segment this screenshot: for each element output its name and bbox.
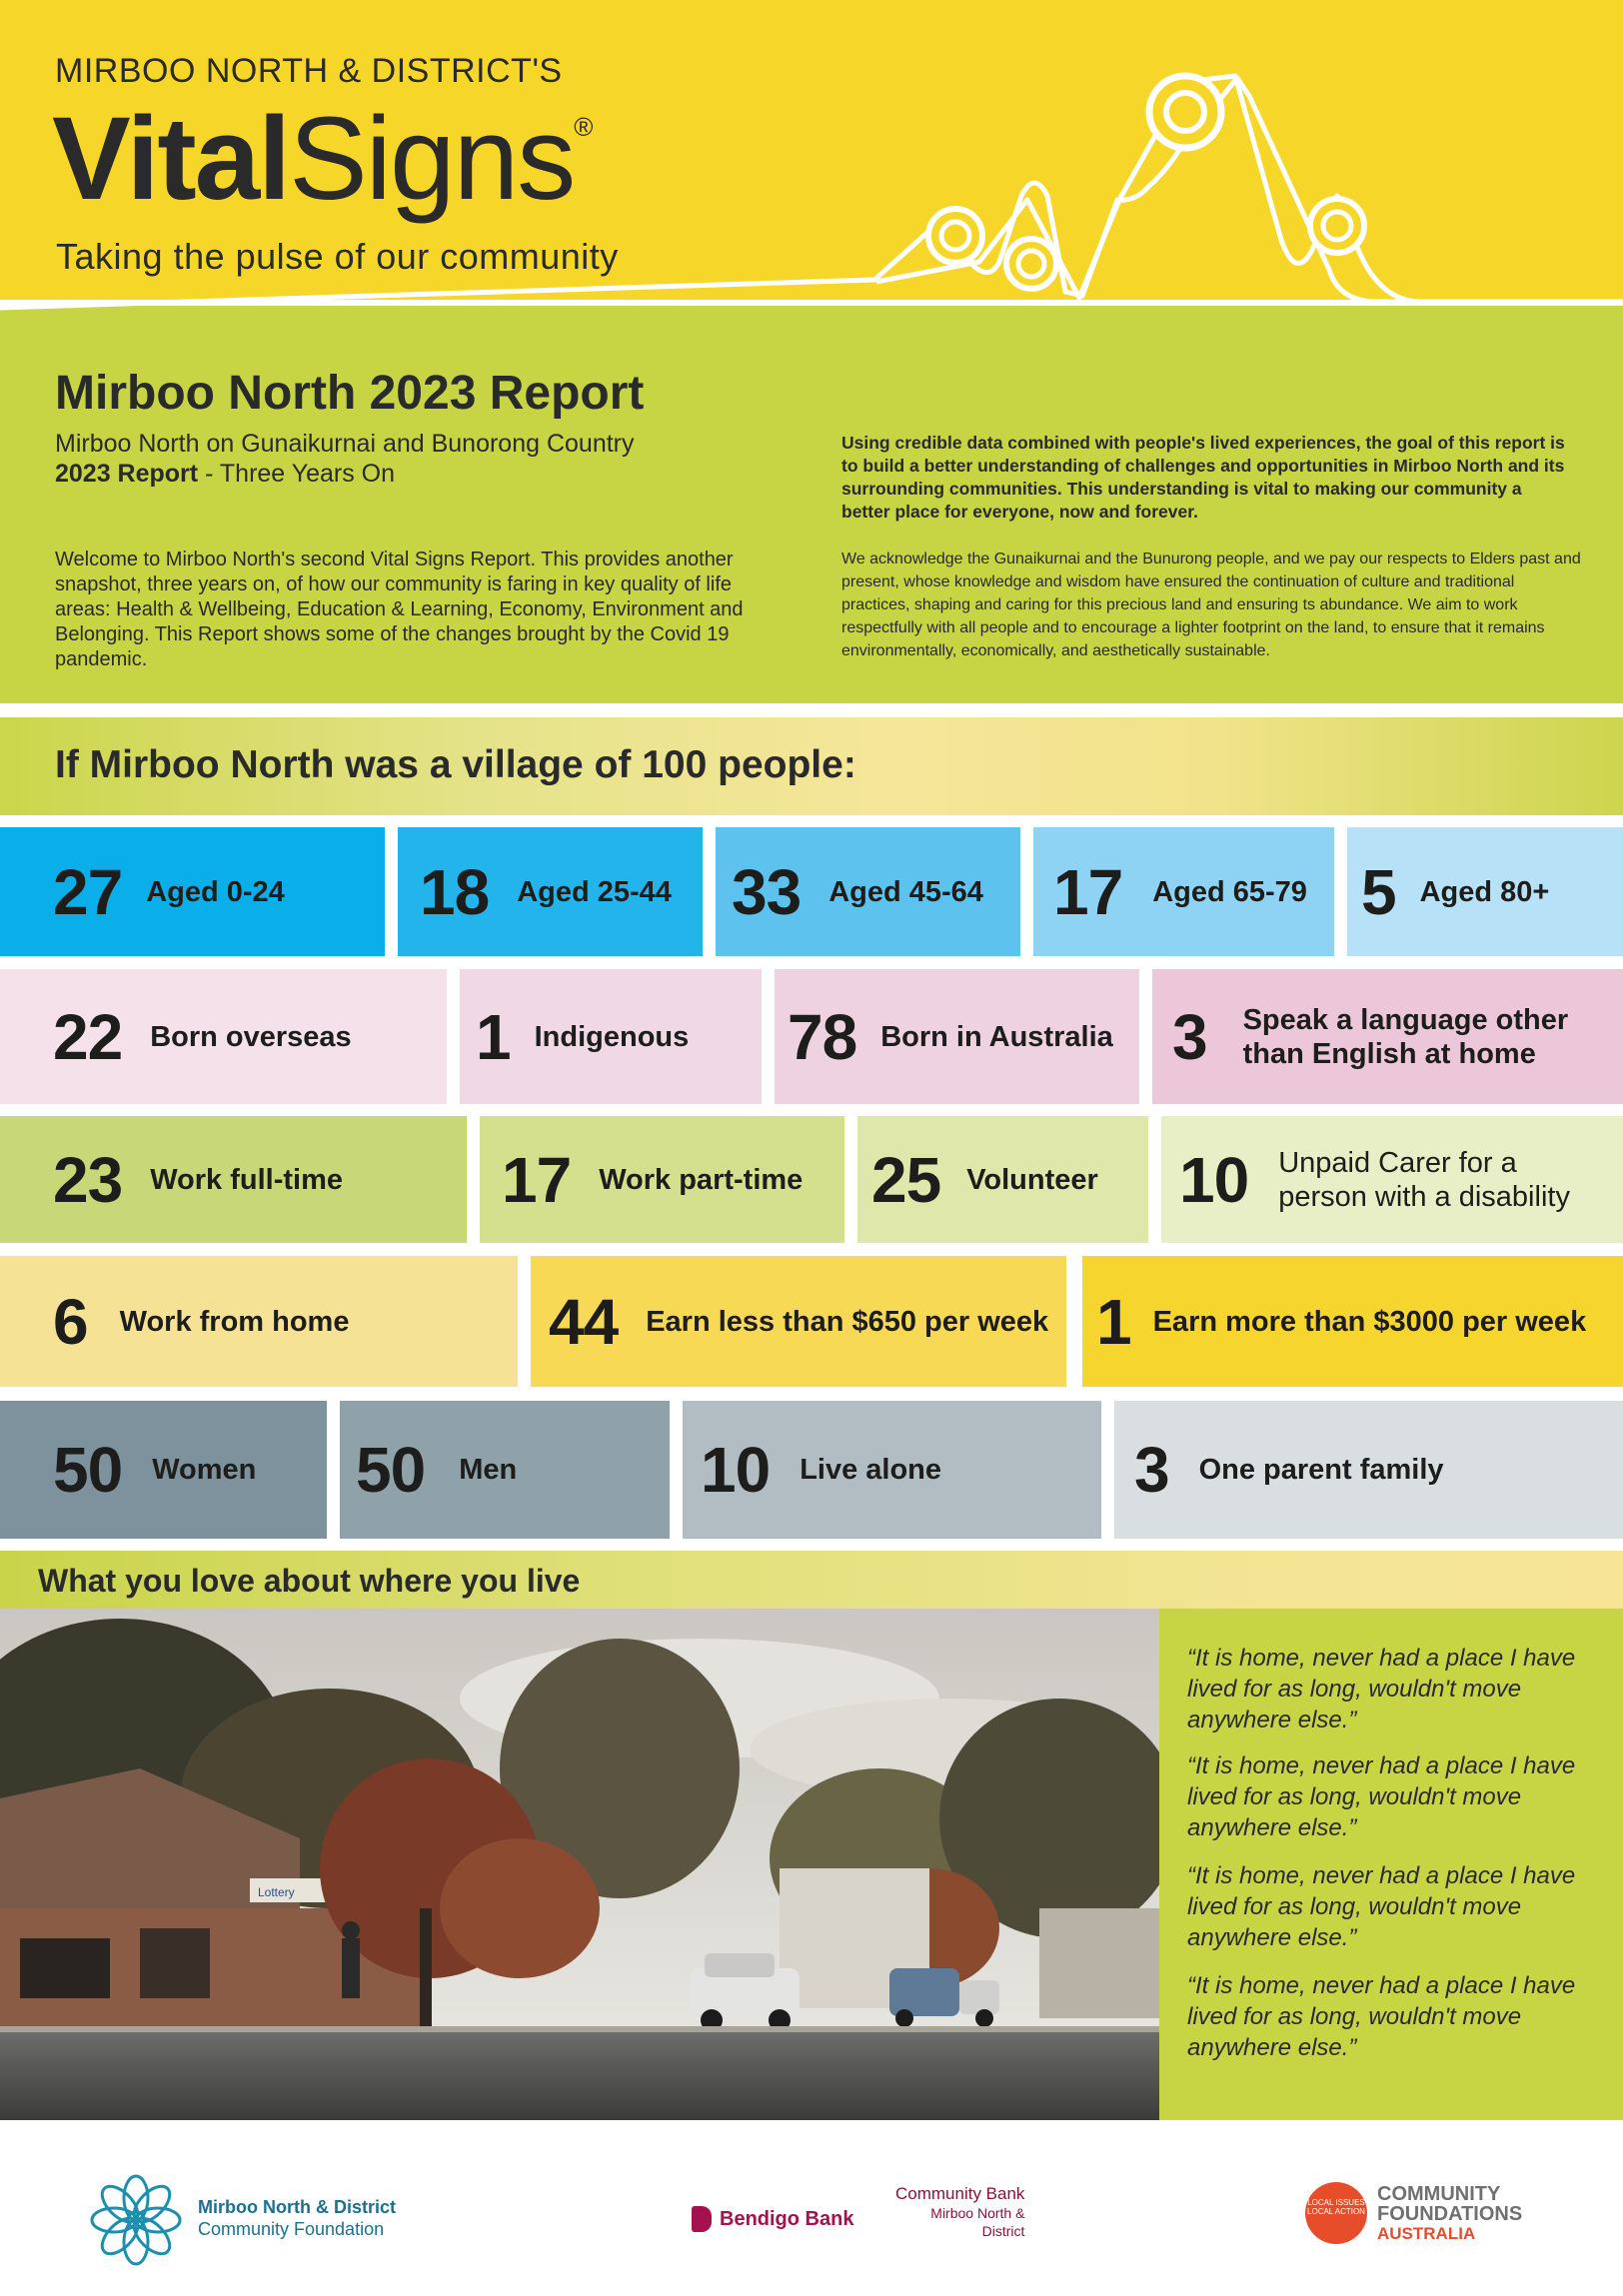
- stat-label: Work part-time: [599, 1163, 804, 1196]
- stat-value: 18: [420, 855, 490, 928]
- stat-tile: [1114, 1401, 1623, 1539]
- stat-tile: [857, 1116, 1148, 1243]
- love-title-bar: [0, 1551, 1623, 1609]
- report-title: Mirboo North 2023 Report: [55, 367, 645, 420]
- community-bank-line2: Mirboo North &: [930, 2205, 1025, 2221]
- stat-label: Aged 45-64: [828, 875, 983, 908]
- stat-label: Aged 0-24: [146, 875, 285, 908]
- stat-label: Born in Australia: [880, 1020, 1113, 1053]
- stat-value: 78: [788, 1000, 857, 1073]
- local-issues-badge-icon: LOCAL ISSUES LOCAL ACTION: [1305, 2182, 1367, 2244]
- quote: “It is home, never had a place I have lived for as long, wouldn't move anywhere else.”: [1187, 1862, 1576, 1951]
- stat-value: 25: [871, 1143, 941, 1216]
- stat-tile: [0, 969, 447, 1104]
- stat-label: Aged 80+: [1419, 875, 1550, 908]
- report-subtitle: Mirboo North on Gunaikurnai and Bunorong Country: [55, 430, 635, 458]
- stat-label: Men: [459, 1454, 518, 1486]
- community-foundation-flower-icon: [84, 2168, 188, 2272]
- stat-tile: [460, 969, 762, 1104]
- stat-value: 44: [549, 1285, 619, 1358]
- stat-tile: [0, 1116, 467, 1243]
- stat-label: Speak a language other than English at home: [1242, 1003, 1569, 1070]
- stat-label: Live alone: [800, 1454, 942, 1486]
- stat-tile: [1082, 1256, 1623, 1387]
- stat-label: Indigenous: [534, 1020, 690, 1053]
- brand-light: Signs: [289, 93, 575, 225]
- cfa-line2: FOUNDATIONS: [1377, 2203, 1523, 2225]
- report-suffix: - Three Years On: [198, 460, 395, 488]
- cfa-line1: COMMUNITY: [1377, 2183, 1501, 2205]
- stat-tile: [1152, 969, 1623, 1104]
- stat-label: Work full-time: [150, 1163, 343, 1196]
- community-bank-line1: Community Bank: [895, 2184, 1025, 2203]
- stat-value: 1: [476, 1000, 511, 1073]
- stat-tile: [0, 827, 385, 956]
- brand-bold: Vital: [52, 93, 290, 225]
- stat-tile: [1347, 827, 1623, 956]
- stat-label: Unpaid Carer for a person with a disability: [1278, 1146, 1570, 1213]
- stat-value: 1: [1096, 1285, 1131, 1358]
- stat-tile: [1033, 827, 1334, 956]
- cf-line1: Mirboo North & District: [198, 2197, 396, 2217]
- bendigo-bank-text: Bendigo Bank: [720, 2207, 854, 2230]
- quote: “It is home, never had a place I have lived for as long, wouldn't move anywhere else.”: [1187, 1752, 1576, 1841]
- stat-value: 27: [53, 855, 123, 928]
- stat-value: 33: [732, 855, 802, 928]
- stat-value: 50: [356, 1434, 426, 1506]
- stat-label: Work from home: [119, 1305, 350, 1338]
- stat-value: 17: [502, 1143, 572, 1216]
- registered-mark: ®: [574, 112, 592, 142]
- quotes-panel: [1159, 1609, 1623, 2120]
- cf-line2: Community Foundation: [198, 2219, 385, 2239]
- stat-value: 6: [53, 1285, 88, 1358]
- stat-label: One parent family: [1198, 1454, 1444, 1486]
- bendigo-bank-icon: [692, 2206, 712, 2232]
- stat-value: 3: [1134, 1434, 1169, 1506]
- stat-value: 5: [1361, 855, 1396, 928]
- stat-value: 50: [53, 1434, 123, 1506]
- stat-tile: [531, 1256, 1066, 1387]
- village-title: If Mirboo North was a village of 100 people:: [55, 743, 856, 786]
- stat-tile: [716, 827, 1020, 956]
- village-title-bar: [0, 717, 1623, 815]
- stat-label: Born overseas: [150, 1020, 352, 1053]
- stat-tile: [1161, 1116, 1623, 1243]
- stat-value: 3: [1172, 1000, 1207, 1073]
- stat-label: Earn more than $3000 per week: [1152, 1305, 1587, 1338]
- stat-value: 17: [1053, 855, 1123, 928]
- community-bank-line3: District: [981, 2223, 1025, 2239]
- tagline: Taking the pulse of our community: [56, 236, 619, 277]
- bendigo-bank-logo: [692, 2206, 853, 2232]
- report-label: 2023 Report: [55, 460, 199, 488]
- footer-logos: [0, 2120, 1623, 2296]
- shop-sign-text: Lottery: [258, 1885, 295, 1899]
- acknowledgement-paragraph: We acknowledge the Gunaikurnai and the Bunurong people, and we pay our respects to Elders past and present, whose knowledge and wisdom have ensured the continuation of culture and traditional practices, shaping and caring for this precious land and ensuring ts abundance. We aim to work respectfully with all people and to encourage a lighter footprint on the land, to ensure that it remains environmentally, economically, and aesthetically sustainable.: [841, 551, 1581, 659]
- cfa-text: [1377, 2184, 1522, 2244]
- stat-value: 10: [1179, 1143, 1249, 1216]
- district-title: MIRBOO NORTH & DISTRICT'S: [55, 52, 563, 90]
- street-photo-image: [0, 1609, 1159, 2120]
- stat-label: Aged 65-79: [1152, 875, 1307, 908]
- quote: “It is home, never had a place I have lived for as long, wouldn't move anywhere else.”: [1187, 1972, 1576, 2061]
- stat-label: Volunteer: [966, 1163, 1098, 1196]
- stat-tile: [398, 827, 703, 956]
- stat-tile: [0, 1256, 518, 1387]
- quote: “It is home, never had a place I have lived for as long, wouldn't move anywhere else.”: [1187, 1645, 1576, 1733]
- community-foundation-logo-text: [198, 2196, 396, 2240]
- stat-tile: [0, 1401, 327, 1539]
- community-bank-logo: [895, 2184, 1024, 2240]
- stat-tile: [683, 1401, 1101, 1539]
- welcome-paragraph: Welcome to Mirboo North's second Vital Signs Report. This provides another snapshot, three years on, of how our community is faring in key quality of life areas: Health & Wellbeing, Education & Learning, Economy, Environment and Belonging. This Report shows some of the changes brought by the Covid 19 pandemic.: [55, 549, 744, 670]
- stat-tile: [775, 969, 1139, 1104]
- pulse-line-icon: [0, 0, 1623, 420]
- stat-label: Women: [152, 1454, 257, 1486]
- stat-tile: [480, 1116, 844, 1243]
- goal-paragraph: Using credible data combined with people's lived experiences, the goal of this report is to build a better understanding of challenges and opportunities in Mirboo North and its surrounding communities. This understanding is vital to making our community a better place for everyone, now and forever.: [841, 433, 1565, 522]
- street-photo: [0, 1609, 1159, 2120]
- stat-tile: [340, 1401, 670, 1539]
- stat-label: Earn less than $650 per week: [646, 1305, 1049, 1338]
- stat-value: 23: [53, 1143, 123, 1216]
- stat-value: 22: [53, 1000, 123, 1073]
- love-title: What you love about where you live: [38, 1563, 581, 1599]
- stat-label: Aged 25-44: [517, 875, 672, 908]
- stat-value: 10: [701, 1434, 771, 1506]
- report-edition: [55, 460, 395, 489]
- cfa-line3: AUSTRALIA: [1377, 2224, 1476, 2243]
